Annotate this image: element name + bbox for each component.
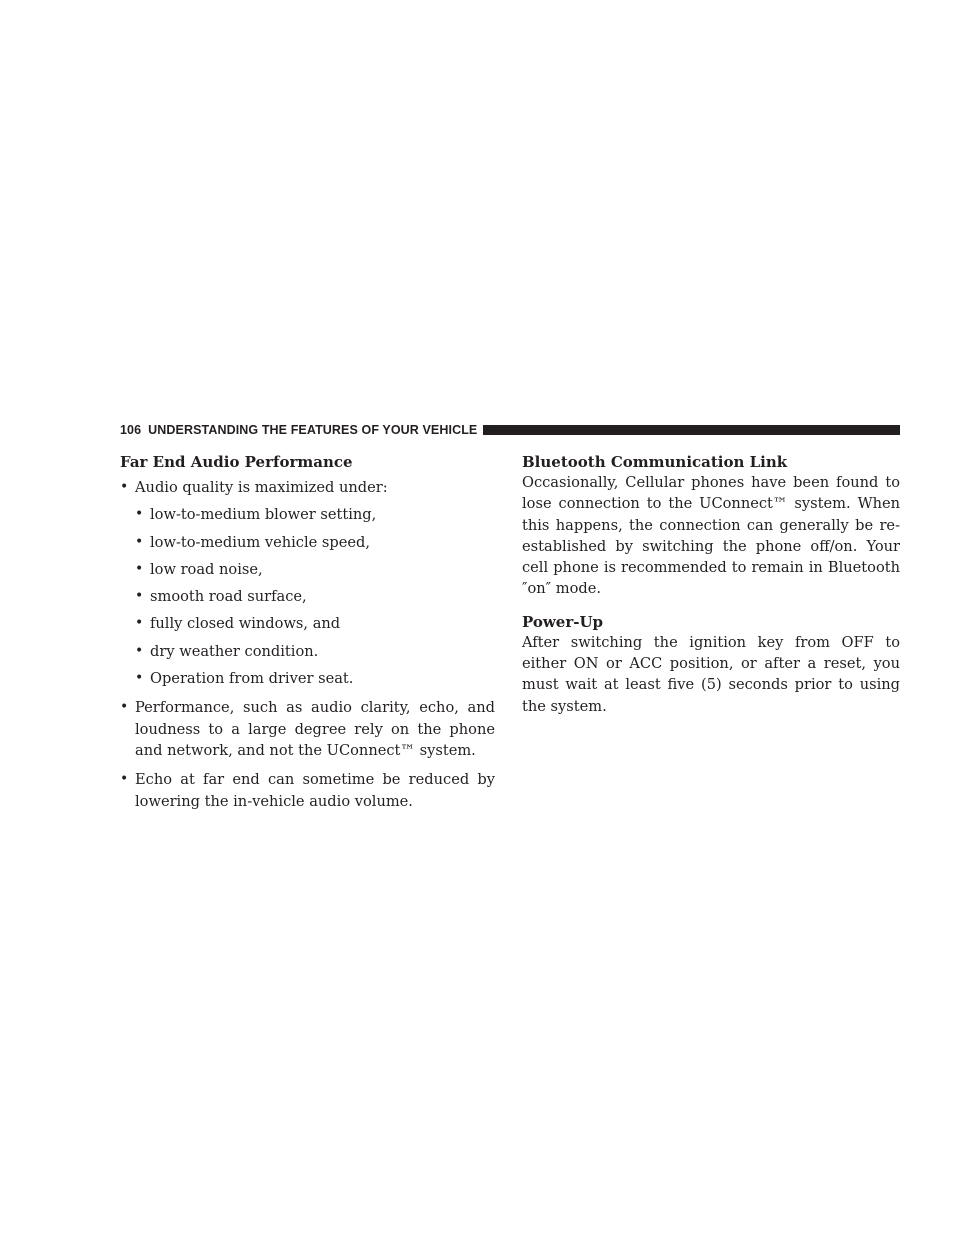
list-item-text: Echo at far end can sometime be reduced by lowering the in-vehicle audio volume. [135, 771, 495, 810]
bullet-icon: • [120, 771, 129, 788]
sub-list-item [120, 504, 495, 525]
bullet-icon: • [135, 642, 144, 659]
sub-list-item [120, 641, 495, 662]
header-rule-bar [483, 425, 900, 435]
list-item-text: Audio quality is maximized under: [135, 479, 388, 496]
bullet-icon: • [135, 506, 144, 523]
list-item [120, 697, 495, 761]
page-header [120, 420, 900, 440]
list-item [120, 477, 495, 498]
bluetooth-link-paragraph: Occasionally, Cellular phones have been found to lose connection to the UConnect™ system. When this happens, the connection can generally be re-established by switching the phone off/on. Your cell phone is recommended to remain in Bluetooth ″on″ mode. [522, 474, 900, 598]
sub-list-item [120, 559, 495, 580]
bluetooth-link-heading: Bluetooth Communication Link [522, 453, 788, 471]
bullet-icon: • [135, 560, 144, 577]
bullet-icon: • [135, 533, 144, 550]
sub-list-item [120, 586, 495, 607]
left-column [120, 452, 495, 812]
list-item-text: Performance, such as audio clarity, echo, and loudness to a large degree rely on the phone and network, and not the UConnect™ system. [135, 699, 495, 759]
bullet-icon: • [135, 615, 144, 632]
bullet-icon: • [135, 588, 144, 605]
sub-list-item-text: smooth road surface, [150, 588, 307, 606]
sub-list-item-text: low-to-medium blower setting, [150, 506, 377, 524]
section-title: UNDERSTANDING THE FEATURES OF YOUR VEHICLE [148, 423, 478, 437]
far-end-audio-heading: Far End Audio Performance [120, 453, 353, 471]
sub-list-item-text: dry weather condition. [150, 642, 319, 660]
sub-list-item-text: low-to-medium vehicle speed, [150, 533, 370, 551]
page-number: 106 [120, 423, 142, 437]
sub-list-item [120, 532, 495, 553]
sub-list-item-text: fully closed windows, and [150, 615, 341, 633]
sub-list-item-text: Operation from driver seat. [150, 670, 354, 688]
right-column [522, 452, 900, 717]
power-up-paragraph: After switching the ignition key from OFF to either ON or ACC position, or after a reset, you must wait at least five (5) seconds prior to using the system. [522, 633, 900, 715]
sub-list-item [120, 613, 495, 634]
bullet-icon: • [120, 699, 129, 716]
power-up-heading: Power-Up [522, 612, 604, 631]
sub-list-item-text: low road noise, [150, 560, 263, 578]
bullet-icon: • [135, 670, 144, 687]
bullet-icon: • [120, 479, 129, 495]
list-item [120, 769, 495, 812]
sub-list-item [120, 668, 495, 689]
